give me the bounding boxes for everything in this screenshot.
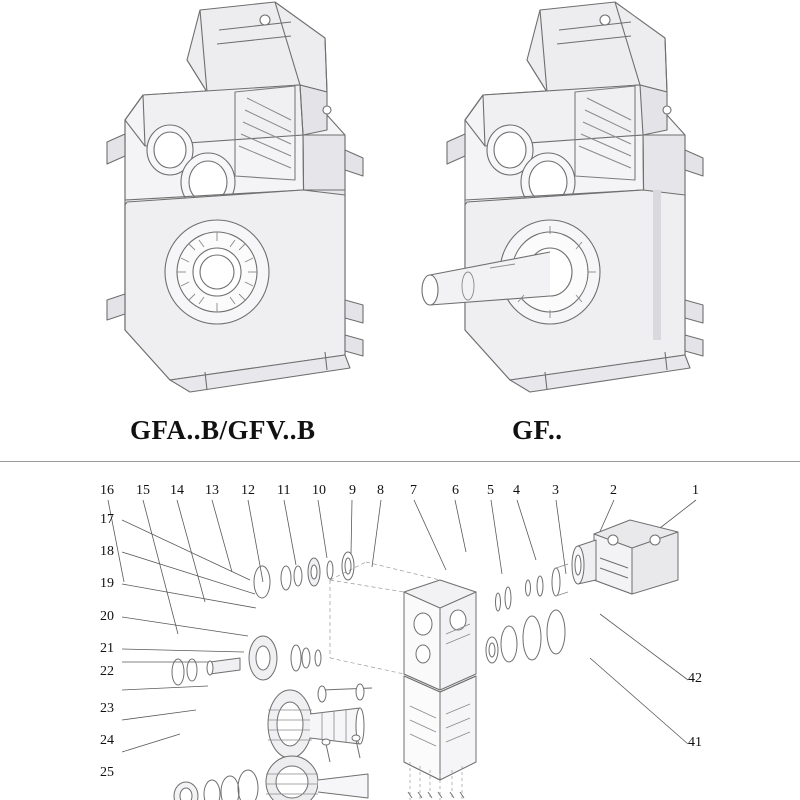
callout-13: 13: [205, 483, 219, 498]
callout-17: 17: [100, 512, 114, 527]
callout-2: 2: [610, 483, 617, 498]
callout-7: 7: [410, 483, 417, 498]
callout-10: 10: [312, 483, 326, 498]
callout-6: 6: [452, 483, 459, 498]
exploded-parts-diagram: [0, 462, 800, 800]
callout-3: 3: [552, 483, 559, 498]
callout-12: 12: [241, 483, 255, 498]
callout-20: 20: [100, 609, 114, 624]
callout-22: 22: [100, 664, 114, 679]
callout-23: 23: [100, 701, 114, 716]
gf-gearbox: [410, 0, 710, 400]
caption-gfa-gfv: GFA..B/GFV..B: [130, 415, 316, 445]
callout-16: 16: [100, 483, 114, 498]
callout-9: 9: [349, 483, 356, 498]
callout-19: 19: [100, 576, 114, 591]
callout-15: 15: [136, 483, 150, 498]
caption-gf: GF..: [512, 415, 563, 445]
callout-42: 42: [688, 671, 702, 686]
callout-11: 11: [277, 483, 291, 498]
callout-18: 18: [100, 544, 114, 559]
callout-41: 41: [688, 735, 702, 750]
callout-5: 5: [487, 483, 494, 498]
callout-8: 8: [377, 483, 384, 498]
callout-24: 24: [100, 733, 114, 748]
callout-25: 25: [100, 765, 114, 780]
gfa-b-gfv-b-gearbox: [95, 0, 385, 400]
callout-21: 21: [100, 641, 114, 656]
callout-14: 14: [170, 483, 184, 498]
callout-4: 4: [513, 483, 520, 498]
callout-1: 1: [692, 483, 699, 498]
